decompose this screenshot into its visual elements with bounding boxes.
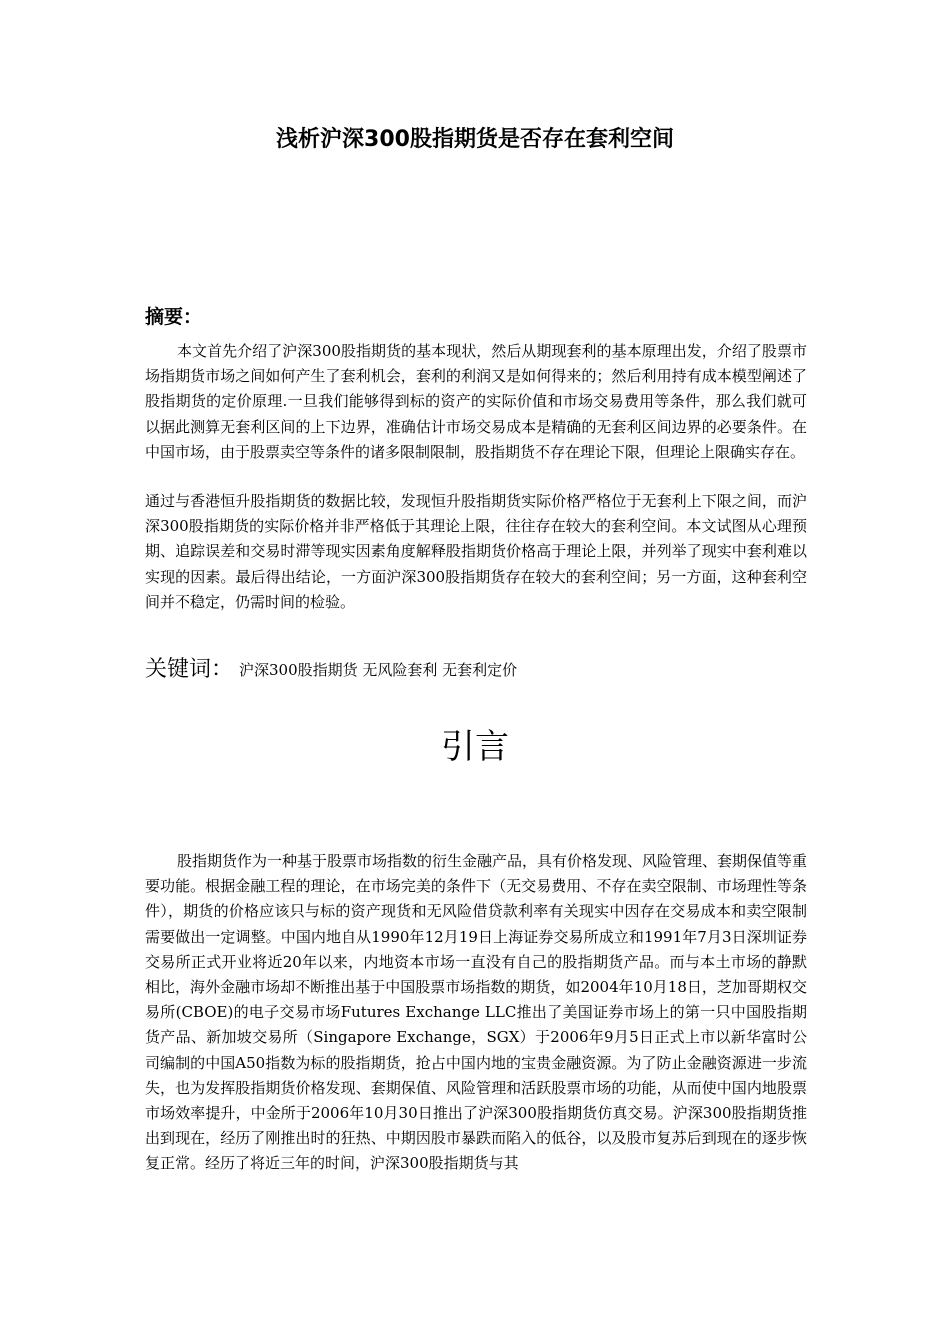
paper-title: 浅析沪深300股指期货是否存在套利空间	[276, 127, 674, 152]
introduction-paragraph: 股指期货作为一种基于股票市场指数的衍生金融产品，具有价格发现、风险管理、套期保值等重要功能。根据金融工程的理论，在市场完美的条件下（无交易费用、不存在卖空限制、市场理性等条件），期货的价格应该只与标的资产现货和无风险借贷款利率有关现实中因存在交易成本和卖空限制需要做出一定调整。中国内地自从1990年12月19日上海证券交易所成立和1991年7月3日深圳证券交易所正式开业将近20年以来，内地资本市场一直没有自己的股指期货产品。而与本土市场的静默相比，海外金融市场却不断推出基于中国股票市场指数的期货，如2004年10月18日，芝加哥期权交易所(CBOE)的电子交易市场Futures Exchange LLC推出了美国证券市场上的第一只中国股指期货产品、新加坡交易所（Singapore Exchange，SGX）于2006年9月5日正式上市以新华富时公司编制的中国A50指数为标的股指期货，抢占中国内地的宝贵金融资源。为了防止金融资源进一步流失，也为发挥股指期货价格发现、套期保值、风险管理和活跃股票市场的功能，从而使中国内地股票市场效率提升，中金所于2006年10月30日推出了沪深300股指期货仿真交易。沪深300股指期货推出到现在，经历了刚推出时的狂热、中期因股市暴跌而陷入的低谷，以及股市复苏后到现在的逐步恢复正常。经历了将近三年的时间，沪深300股指期货与其	[145, 852, 808, 1173]
keywords-line	[145, 654, 517, 686]
abstract-paragraph-1: 本文首先介绍了沪深300股指期货的基本现状，然后从期现套利的基本原理出发，介绍了股票市场指期货市场之间如何产生了套利机会，套利的利润又是如何得来的；然后利用持有成本模型阐述了股指期货的定价原理.一旦我们能够得到标的资产的实际价值和市场交易费用等条件，那么我们就可以据此测算无套利区间的上下边界，准确估计市场交易成本是精确的无套利区间边界的必要条件。在中国市场，由于股票卖空等条件的诸多限制限制，股指期货不存在理论下限，但理论上限确实存在。	[145, 342, 807, 461]
introduction-heading: 引言	[441, 727, 509, 767]
abstract-heading: 摘要：	[145, 306, 203, 328]
keywords-text: 沪深300股指期货 无风险套利 无套利定价	[239, 661, 518, 679]
abstract-paragraph-2: 通过与香港恒升股指期货的数据比较，发现恒升股指期货实际价格严格位于无套利上下限之间，而沪深300股指期货的实际价格并非严格低于其理论上限，往往存在较大的套利空间。本文试图从心理预期、追踪误差和交易时滞等现实因素角度解释股指期货价格高于理论上限，并列举了现实中套利难以实现的因素。最后得出结论，一方面沪深300股指期货存在较大的套利空间；另一方面，这种套利空间并不稳定，仍需时间的检验。	[145, 492, 807, 611]
keywords-label: 关键词：	[145, 657, 234, 682]
